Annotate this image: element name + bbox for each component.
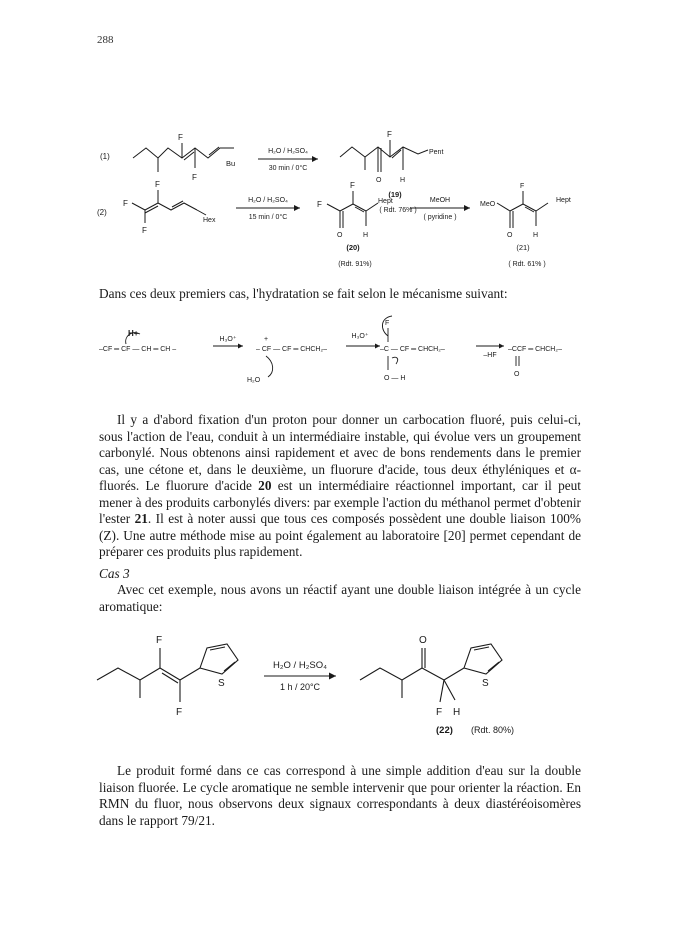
scheme2-product-O: O [507, 232, 513, 239]
scheme2-arrow1-head [294, 205, 300, 211]
scheme3-F-top: F [156, 635, 163, 646]
scheme2-intermediate-F-left: F [317, 200, 322, 209]
scheme3-product-S: S [482, 678, 489, 689]
mechanism-F: F [385, 320, 390, 327]
scheme2-intermediate-skeleton [327, 191, 378, 228]
scheme3-product-O: O [419, 635, 427, 646]
scheme2-label: (2) [97, 208, 107, 217]
compound-20-ref: 20 [258, 478, 272, 493]
scheme1-product-skeleton [340, 140, 428, 172]
scheme1-F-bottom: F [192, 173, 197, 182]
scheme1-reagent: H₂O / H₂SO₄ [268, 148, 308, 155]
scheme2-product-F: F [520, 183, 525, 190]
mechanism-species-2: – CF — CF ═ CHCH₂– [256, 346, 328, 353]
scheme1-F-top: F [178, 133, 183, 142]
scheme3-product-skeleton [360, 648, 464, 702]
page-number: 288 [97, 34, 114, 46]
scheme1-product-Pent: Pent [429, 149, 444, 156]
case-3-title: Cas 3 [99, 566, 130, 581]
scheme2-product-Hept: Hept [556, 197, 571, 204]
mechanism-intro: Dans ces deux premiers cas, l'hydratation se fait selon le mécanisme suivant: [99, 286, 508, 301]
reaction-scheme-3 [0, 620, 680, 740]
mechanism-scheme [0, 306, 680, 406]
mechanism-carbonyl-O: O [514, 371, 520, 378]
scheme2-arrow1-conditions: 15 min / 0°C [248, 214, 288, 221]
scheme1-product-number: (19) [388, 190, 402, 199]
case-3-text [99, 582, 581, 615]
mechanism-arrow-3-label: –HF [483, 352, 497, 359]
paragraph-1 [99, 412, 581, 561]
scheme3-S: S [218, 678, 225, 689]
scheme2-product-number: (21) [516, 243, 530, 252]
scheme2-intermediate-O: O [337, 232, 343, 239]
paragraph-1-text-c: . Il est à noter aussi que tous ces composés possèdent une double liaison 100% (Z). Une autre méthode mise au point également au laboratoire [20] permet cependant de préparer ces produits plus rapidement. [99, 511, 582, 559]
scheme2-arrow2-conditions: ( pyridine ) [423, 214, 457, 221]
scheme2-arrow2-head [464, 205, 470, 211]
scheme1-product-H: H [400, 177, 406, 184]
scheme3-product-F: F [436, 707, 443, 718]
mechanism-curved-arrow-2 [266, 356, 273, 377]
paragraph-1-text-b: est un intermédiaire réactionnel important, car il peut mener à des produits carbonylés divers: par exemple l'action du méthanol permet d'obtenir l'ester [99, 478, 581, 526]
scheme2-intermediate-H: H [363, 232, 369, 239]
scheme3-F-bottom: F [176, 707, 183, 718]
scheme3-product-H: H [453, 707, 461, 718]
scheme3-reagent: H₂O / H₂SO₄ [272, 660, 328, 671]
scheme1-conditions: 30 min / 0°C [268, 165, 308, 172]
mechanism-arrow-2-label: H₃O⁺ [351, 333, 369, 340]
scheme2-F-left: F [123, 199, 128, 208]
scheme2-substrate-skeleton [132, 190, 206, 223]
scheme2-product-MeO: MeO [480, 201, 496, 208]
scheme3-product-thiophene [464, 644, 502, 674]
reaction-scheme-2 [0, 170, 680, 280]
case-3-text-body: Avec cet exemple, nous avons un réactif ayant une double liaison intégrée à un cycle aromatique: [99, 582, 581, 614]
paragraph-3 [99, 763, 581, 829]
mechanism-curved-arrow-4 [392, 357, 398, 364]
scheme2-F-bottom: F [142, 226, 147, 235]
scheme2-intermediate-F-top: F [350, 181, 355, 190]
scheme1-substrate-skeleton [133, 143, 234, 172]
scheme2-product-H: H [533, 232, 539, 239]
scheme3-product-yield: (Rdt. 80%) [471, 725, 515, 735]
scheme1-arrowhead [312, 156, 318, 162]
scheme1-product-yield: ( Rdt. 76% ) [379, 207, 417, 214]
scheme2-intermediate-Hept: Hept [378, 198, 393, 205]
mechanism-hydroxyl: O — H [384, 375, 406, 382]
mechanism-species-3: –C — CF ═ CHCH₂– [380, 346, 445, 353]
scheme3-arrowhead [329, 673, 336, 680]
mechanism-H-plus: H+ [128, 329, 139, 338]
scheme2-product-yield: ( Rdt. 61% ) [508, 261, 546, 268]
scheme2-product-skeleton [497, 191, 548, 228]
scheme1-label: (1) [100, 152, 110, 161]
mechanism-carbocation-charge: + [264, 336, 269, 343]
scheme3-conditions: 1 h / 20°C [279, 682, 321, 692]
scheme2-intermediate-number: (20) [346, 243, 360, 252]
scheme3-substrate-thiophene [200, 644, 238, 674]
paragraph-3-text: Le produit formé dans ce cas correspond à une simple addition d'eau sur la double liaison fluorée. Le cycle aromatique ne semble intervenir que pour orienter la réaction. En RMN du fluor, nous observons deux signaux correspondants à deux diastéréoisomères dans le rapport 79/21. [99, 763, 581, 828]
scheme2-intermediate-yield: (Rdt. 91%) [338, 261, 372, 268]
scheme3-product-number: (22) [436, 725, 453, 736]
scheme2-F-top: F [155, 180, 160, 189]
scheme3-substrate-skeleton [97, 648, 200, 702]
mechanism-species-4: –CCF ═ CHCH₂– [508, 346, 562, 353]
mechanism-arrow-1-label: H₃O⁺ [219, 336, 237, 343]
scheme2-arrow2-reagent: MeOH [429, 197, 451, 204]
mechanism-water: H₂O [247, 377, 261, 384]
scheme1-product-F: F [387, 130, 392, 139]
scheme1-product-O: O [376, 177, 382, 184]
scheme2-Hex: Hex [203, 217, 216, 224]
mechanism-arrow-1-head [238, 344, 243, 349]
mechanism-arrow-3-head [499, 344, 504, 349]
scheme1-Bu: Bu [226, 159, 236, 168]
scheme2-arrow1-reagent: H₂O / H₂SO₄ [248, 197, 288, 204]
compound-21-ref: 21 [134, 511, 148, 526]
mechanism-species-1: –CF ═ CF — CH ═ CH – [99, 346, 177, 353]
paragraph-1-text-a: Il y a d'abord fixation d'un proton pour donner un carbocation fluoré, puis celui-ci, sous l'action de l'eau, conduit à un intermédiaire instable, qui évolue vers un groupement carbonylé. Nous obtenons ainsi rapidement et avec de bons rendements dans le premier cas, une cétone et, dans le deuxième, un fluorure d'acide, tous deux éthyléniques et α-fluorés. Le fluorure d'acide [99, 412, 581, 493]
